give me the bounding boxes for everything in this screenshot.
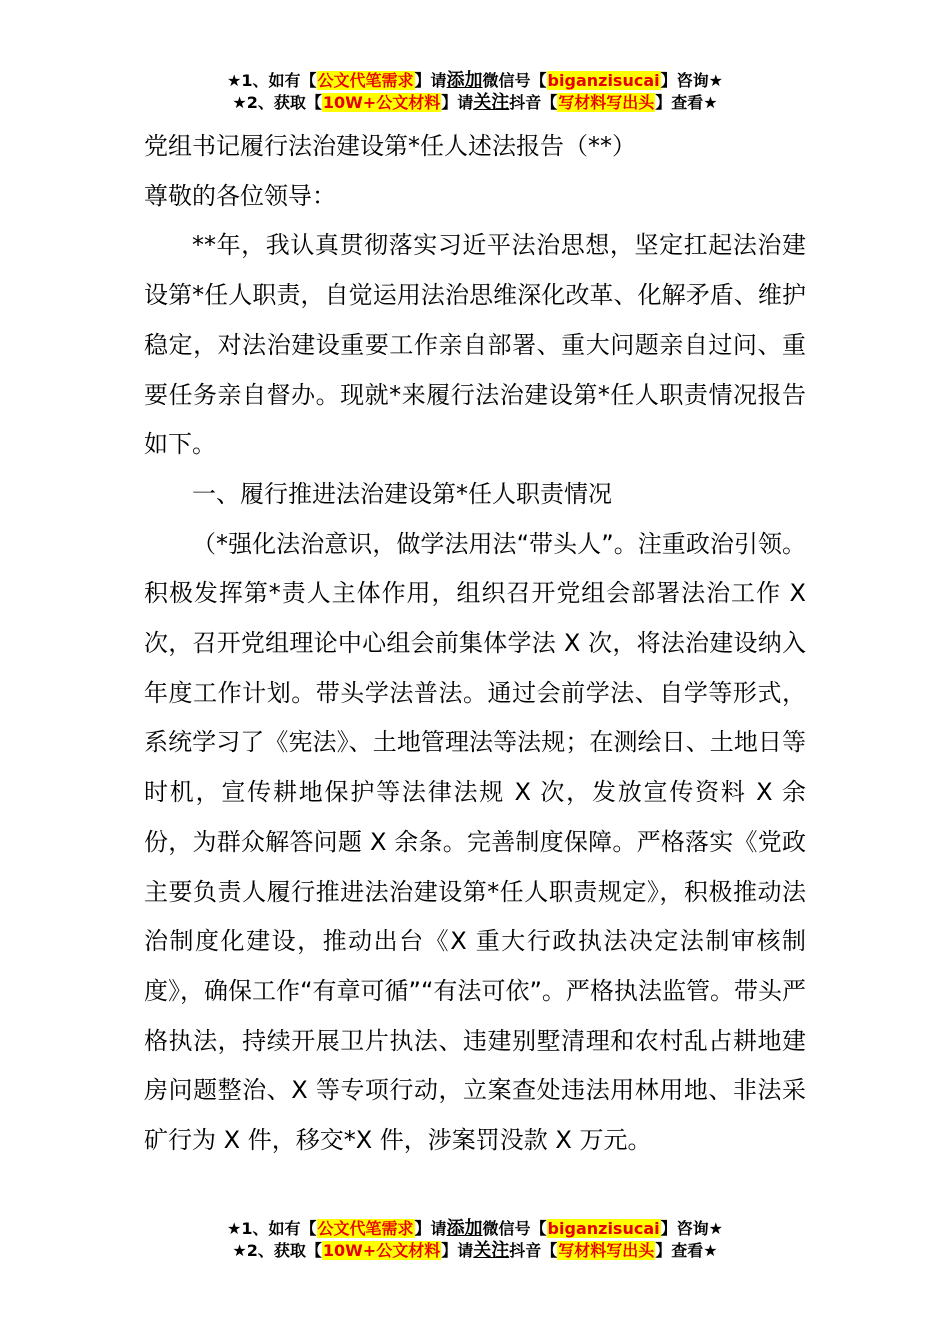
promo-text: 】查看★ bbox=[655, 1241, 718, 1260]
promo-text: 微信号【 bbox=[482, 71, 547, 90]
promo-underline: 添加 bbox=[446, 1218, 483, 1239]
promo-underline: 添加 bbox=[446, 70, 483, 91]
promo-text: 】咨询★ bbox=[660, 71, 723, 90]
document-title: 党组书记履行法治建设第*任人述法报告（**） bbox=[144, 132, 636, 160]
promo-text: 】请 bbox=[441, 93, 474, 112]
promo-text: ★1、如有【 bbox=[227, 71, 317, 90]
promo-text: 抖音【 bbox=[509, 1241, 558, 1260]
promo-text: 】请 bbox=[414, 1219, 447, 1238]
promo-highlight-wechat: biganzisucai bbox=[547, 71, 660, 90]
promo-highlight: 10W+公文材料 bbox=[322, 93, 441, 112]
promo-text: 】咨询★ bbox=[660, 1219, 723, 1238]
promo-underline: 关注 bbox=[473, 1240, 510, 1261]
promo-text: 】查看★ bbox=[655, 93, 718, 112]
promo-banner-bottom bbox=[0, 1218, 950, 1262]
salutation: 尊敬的各位领导： bbox=[144, 181, 336, 210]
promo-highlight-douyin: 写材料写出头 bbox=[558, 1241, 655, 1260]
paragraph-intro: **年，我认真贯彻落实习近平法治思想，坚定扛起法治建设第*任人职责，自觉运用法治思维深化改革、化解矛盾、维护稳定，对法治建设重要工作亲自部署、重大问题亲自过问、重要任务亲自督办。现就*来履行法治建设第*任人职责情况报告如下。 bbox=[144, 231, 806, 459]
document-body bbox=[144, 122, 806, 1166]
promo-underline: 关注 bbox=[473, 92, 510, 113]
promo-text: 微信号【 bbox=[482, 1219, 547, 1238]
promo-text: 】请 bbox=[414, 71, 447, 90]
promo-line-2 bbox=[0, 92, 950, 114]
paragraph-section-1: （*强化法治意识，做学法用法“带头人”。注重政治引领。积极发挥第*责人主体作用，组织召开党组会部署法治工作 X 次，召开党组理论中心组会前集体学法 X 次，将法治建设纳入年度工作计划。带头学法普法。通过会前学法、自学等形式，系统学习了《宪法》、土地管理法等法规；在测绘日、土地日等时机，宣传耕地保护等法律法规 X 次，发放宣传资料 X 余份，为群众解答问题 X 余条。完善制度保障。严格落实《党政主要负责人履行推进法治建设第*任人职责规定》，积极推动法治制度化建设，推动出台《X 重大行政执法决定法制审核制度》，确保工作“有章可循”“有法可依”。严格执法监管。带头严格执法，持续开展卫片执法、违建别墅清理和农村乱占耕地建房问题整治、X 等专项行动，立案查处违法用林用地、非法采矿行为 X 件，移交*X 件，涉案罚没款 X 万元。 bbox=[144, 529, 806, 1155]
promo-text: 抖音【 bbox=[509, 93, 558, 112]
promo-banner-top bbox=[0, 70, 950, 114]
promo-line-2 bbox=[0, 1240, 950, 1262]
promo-text: ★1、如有【 bbox=[227, 1219, 317, 1238]
promo-highlight: 公文代笔需求 bbox=[317, 71, 414, 90]
promo-text: ★2、获取【 bbox=[232, 93, 322, 112]
promo-highlight-wechat: biganzisucai bbox=[547, 1219, 660, 1238]
promo-highlight-douyin: 写材料写出头 bbox=[558, 93, 655, 112]
section-heading-1: 一、履行推进法治建设第*任人职责情况 bbox=[192, 479, 612, 508]
promo-line-1 bbox=[0, 1218, 950, 1240]
promo-highlight: 10W+公文材料 bbox=[322, 1241, 441, 1260]
promo-text: 】请 bbox=[441, 1241, 474, 1260]
promo-line-1 bbox=[0, 70, 950, 92]
promo-highlight: 公文代笔需求 bbox=[317, 1219, 414, 1238]
promo-text: ★2、获取【 bbox=[232, 1241, 322, 1260]
